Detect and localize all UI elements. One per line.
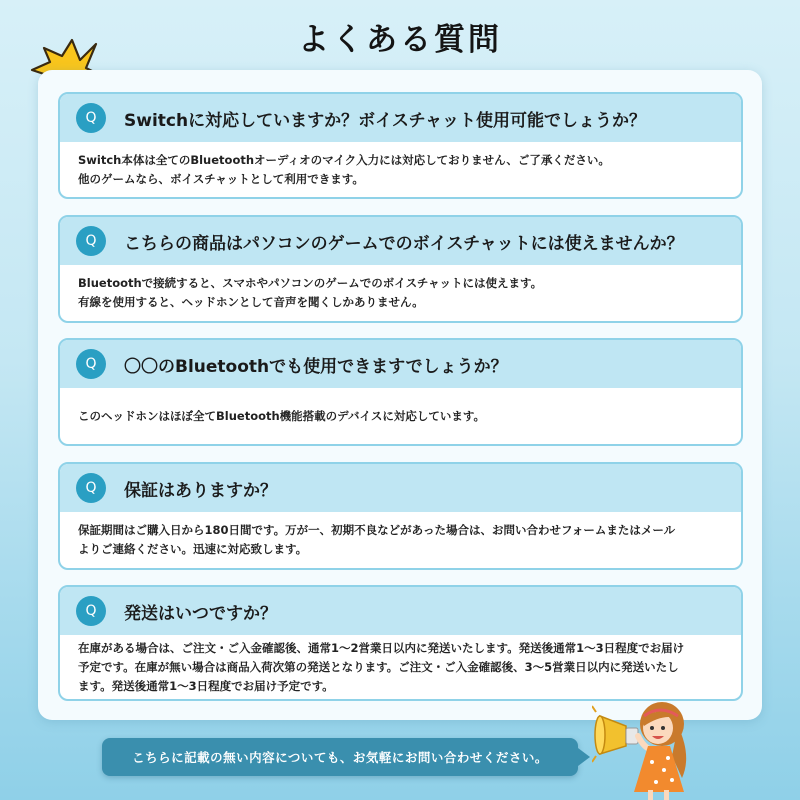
faq-item: [58, 215, 743, 323]
faq-answer: [60, 142, 741, 197]
answer-line: Switch本体は全てのBluetoothオーディオのマイク入力には対応しておりません、ご了承ください。: [78, 152, 610, 167]
q-badge: Q: [76, 473, 106, 503]
answer-line: よりご連絡ください。迅速に対応致します。: [78, 542, 308, 556]
q-badge: Q: [76, 349, 106, 379]
question-text: 保証はありますか？: [124, 480, 277, 501]
faq-item: [58, 92, 743, 199]
faq-item: [58, 338, 743, 446]
faq-question: [60, 587, 741, 635]
faq-answer: [60, 512, 741, 568]
faq-answer: [60, 635, 741, 699]
faq-question: [60, 464, 741, 512]
answer-line: 保証期間はご購入日から180日間です。万が一、初期不良などがあった場合は、お問い合わせフォームまたはメール: [78, 523, 676, 537]
question-text: こちらの商品はパソコンのゲームでのボイスチャットには使えませんか？: [124, 233, 684, 254]
faq-answer: [60, 265, 741, 321]
q-badge: Q: [76, 226, 106, 256]
question-text: 〇〇のBluetoothでも使用できますでしょうか？: [124, 356, 508, 377]
answer-line: 他のゲームなら、ボイスチャットとして利用できます。: [78, 171, 364, 186]
faq-question: [60, 340, 741, 388]
answer-line: ます。発送後通常1～3日程度でお届け予定です。: [78, 678, 334, 693]
faq-question: [60, 217, 741, 265]
faq-panel: [38, 70, 762, 720]
answer-line: 有線を使用すると、ヘッドホンとして音声を聞くしかありません。: [78, 295, 424, 309]
question-text: Switchに対応していますか？ボイスチャット使用可能でしょうか？: [124, 110, 647, 131]
contact-banner: こちらに記載の無い内容についても、お気軽にお問い合わせください。: [102, 738, 578, 776]
answer-line: 予定です。在庫が無い場合は商品入荷次第の発送となります。ご注文・ご入金確認後、3～5営業日以内に発送いたし: [78, 659, 679, 674]
banner-tail: [578, 748, 590, 766]
faq-answer: [60, 388, 741, 444]
q-badge: Q: [76, 596, 106, 626]
faq-item: [58, 462, 743, 570]
faq-question: [60, 94, 741, 142]
page-title: よくある質問: [298, 22, 502, 58]
answer-line: このヘッドホンはほぼ全てBluetooth機能搭載のデバイスに対応しています。: [78, 408, 485, 423]
answer-line: Bluetoothで接続すると、スマホやパソコンのゲームでのボイスチャットには使えます。: [78, 276, 543, 290]
question-text: 発送はいつですか？: [124, 603, 277, 624]
answer-line: 在庫がある場合は、ご注文・ご入金確認後、通常1～2営業日以内に発送いたします。発送後通常1～3日程度でお届け: [78, 640, 685, 655]
girl-megaphone-icon: [592, 696, 702, 800]
q-badge: Q: [76, 103, 106, 133]
faq-item: [58, 585, 743, 701]
